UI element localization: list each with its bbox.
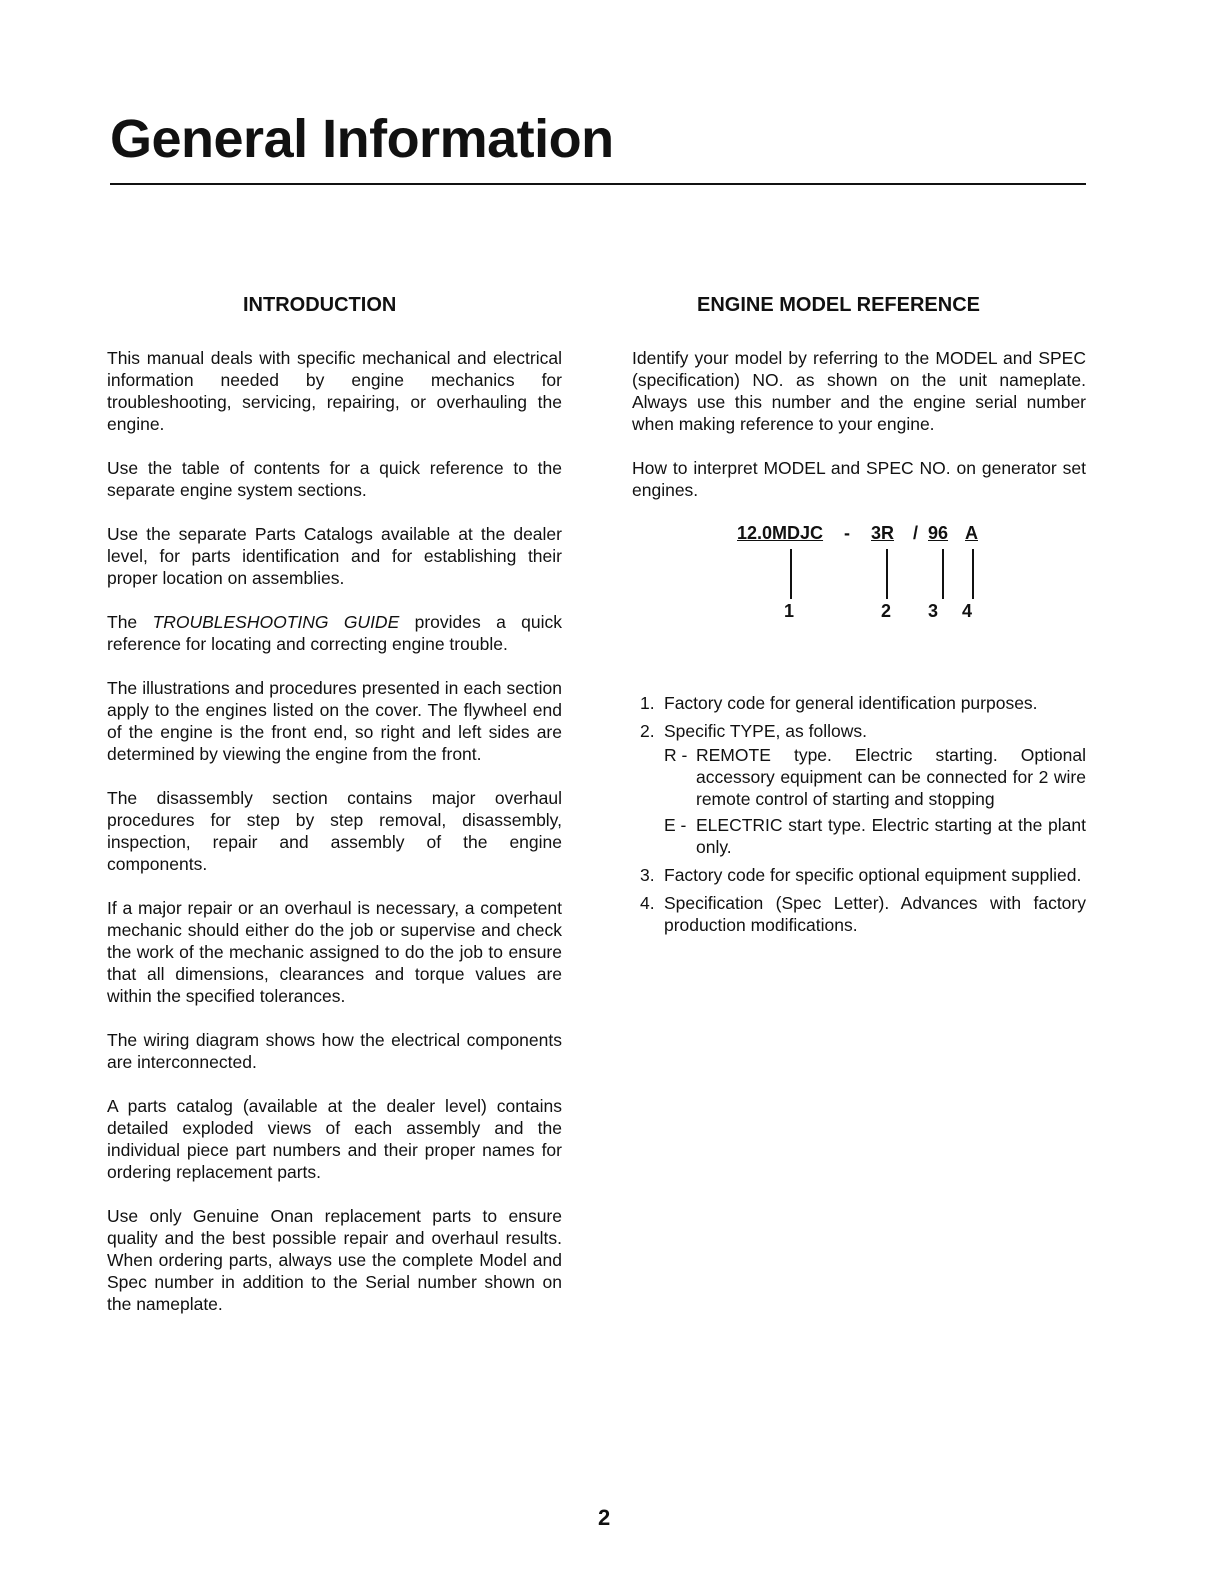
spec-code: 96 [928, 523, 949, 543]
paragraph: This manual deals with specific mechanical and electrical information needed by engine mechanics for troubleshooting, servicing, repairing, or overhauling the engine. [107, 348, 562, 434]
engine-model-column [632, 347, 1086, 942]
dash: - [844, 523, 850, 543]
list-item [632, 692, 1086, 714]
label-2: 2 [881, 601, 892, 621]
spec-letter: A [965, 523, 978, 543]
troubleshooting-paragraph [107, 611, 562, 655]
leader-line [972, 549, 974, 599]
text: provides a quick reference for locating and correcting engine trouble. [107, 612, 562, 654]
engine-model-heading: ENGINE MODEL REFERENCE [697, 294, 980, 316]
paragraph: Use the separate Parts Catalogs available at the dealer level, for parts identification and for establishing their proper location on assemblies. [107, 524, 562, 588]
item-number: 1. [640, 693, 655, 713]
leader-line [790, 549, 792, 599]
paragraph: A parts catalog (available at the dealer level) contains detailed exploded views of each assembly and the individual piece part numbers and their proper names for ordering replacement parts. [107, 1096, 562, 1182]
introduction-heading: INTRODUCTION [243, 294, 397, 316]
type-text: REMOTE type. Electric starting. Optional accessory equipment can be connected for 2 wire remote control of starting and stopping [696, 745, 1086, 809]
type-key: E - [664, 815, 687, 835]
leader-line [886, 549, 888, 599]
paragraph: If a major repair or an overhaul is necessary, a competent mechanic should either do the job or supervise and check the work of the mechanic assigned to do the job to ensure that all dimensions, clearances and torque values are within the specified tolerances. [107, 898, 562, 1006]
paragraph: How to interpret MODEL and SPEC NO. on generator set engines. [632, 458, 1086, 500]
model-number-diagram [720, 515, 1000, 625]
title-rule [110, 183, 1086, 185]
model-code: 12.0MDJC [737, 523, 824, 543]
item-number: 4. [640, 893, 655, 913]
item-text: Factory code for specific optional equipment supplied. [664, 865, 1082, 885]
label-1: 1 [784, 601, 795, 621]
type-item [664, 744, 1086, 810]
item-text: Factory code for general identification purposes. [664, 693, 1038, 713]
type-item [664, 814, 1086, 858]
list-item [632, 864, 1086, 886]
item-number: 3. [640, 865, 655, 885]
paragraph: The illustrations and procedures presented in each section apply to the engines listed on the cover. The flywheel end of the engine is the front end, so right and left sides are determined by viewing the engine from the front. [107, 678, 562, 764]
type-code: 3R [871, 523, 895, 543]
item-text: Specific TYPE, as follows. [664, 721, 867, 741]
item-text: Specification (Spec Letter). Advances with factory production modifications. [664, 893, 1086, 935]
type-text: ELECTRIC start type. Electric starting at the plant only. [696, 815, 1086, 857]
introduction-column [107, 347, 562, 1337]
leader-line [942, 549, 944, 599]
paragraph: The disassembly section contains major overhaul procedures for step by step removal, disassembly, inspection, repair and assembly of the engine components. [107, 788, 562, 874]
paragraph: Use the table of contents for a quick reference to the separate engine system sections. [107, 458, 562, 500]
page-number: 2 [598, 1505, 611, 1530]
list-item [632, 720, 1086, 858]
text: The [107, 612, 153, 632]
slash: / [913, 523, 919, 543]
page-title: General Information [110, 109, 614, 169]
model-code-list [632, 692, 1086, 936]
label-3: 3 [928, 601, 939, 621]
guide-title: TROUBLESHOOTING GUIDE [152, 612, 400, 632]
list-item [632, 892, 1086, 936]
paragraph: Identify your model by referring to the MODEL and SPEC (specification) NO. as shown on the unit nameplate. Always use this number and the engine serial number when making reference to your engine. [632, 348, 1086, 434]
label-4: 4 [962, 601, 973, 621]
paragraph: Use only Genuine Onan replacement parts to ensure quality and the best possible repair and overhaul results. When ordering parts, always use the complete Model and Spec number in addition to the Serial number shown on the nameplate. [107, 1206, 562, 1314]
paragraph: The wiring diagram shows how the electrical components are interconnected. [107, 1030, 562, 1072]
item-number: 2. [640, 721, 655, 741]
type-key: R - [664, 745, 688, 765]
